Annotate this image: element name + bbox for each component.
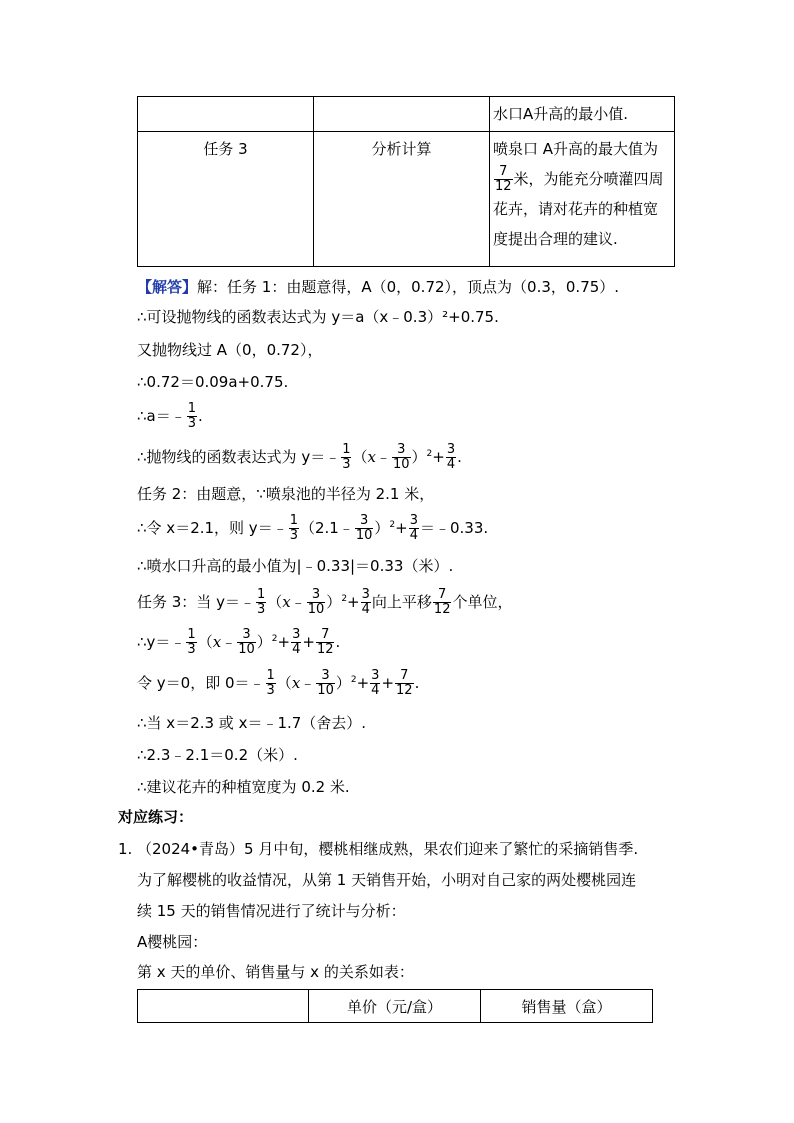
solution-line-14: ∴2.3﹣2.1＝0.2（米）. [137,746,298,764]
question-line-3: 续 15 天的销售情况进行了统计与分析： [137,902,406,920]
solution-line-5: ∴a＝﹣ $\frac{1}{3}$ . [137,401,203,431]
practice-heading: 对应练习： [118,808,194,826]
solution-line-7: 任务 2：由题意，∵喷泉池的半径为 2.1 米， [137,485,435,503]
task-table-cell [314,97,490,132]
solution-line-8: ∴令 x＝2.1，则 y＝﹣ $\frac{1}{3}$ （2.1﹣ $\frac{3}{10}$ ）$^2$+ $\frac{3}{4}$ ＝﹣0.33. [137,513,489,543]
task-table-cell [138,97,314,132]
answer-tag: 【解答】 [137,278,198,296]
sales-table-header-empty [138,990,309,1023]
question-line-2: 为了解樱桃的收益情况，从第 1 天销售开始，小明对自己家的两处樱桃园连 [137,871,637,889]
solution-line-9: ∴喷水口升高的最小值为|﹣0.33|＝0.33（米）. [137,557,454,575]
task3-method: 分析计算 [314,132,490,267]
solution-line-4: ∴0.72＝0.09a+0.75. [137,373,289,391]
solution-line-12: 令 y＝0，即 0＝﹣ $\frac{1}{3}$ （x﹣ $\frac{3}{10}$ ）$^2$+ $\frac{3}{4}$ + $\frac{7}{12}$ . [137,668,420,698]
task2-goal-text: 水口A升高的最小值. [493,105,629,123]
question-line-4: A樱桃园： [137,933,208,951]
solution-line-3: 又抛物线过 A（0，0.72）， [137,341,323,359]
question-line-5: 第 x 天的单价、销售量与 x 的关系如表： [137,963,414,981]
solution-line-13: ∴当 x＝2.3 或 x＝﹣1.7（舍去）. [137,714,367,732]
sales-table-header-price: 单价（元/盒） [309,990,481,1023]
task3-description: 喷泉口 A升高的最大值为 $\frac{7}{12}$ 米，为能充分喷灌四周 花卉，请对花卉的种植宽 度提出合理的建议. [490,132,675,267]
solution-line-6: ∴抛物线的函数表达式为 y＝﹣ $\frac{1}{3}$ （x﹣ $\frac{3}{10}$ ）$^2$+ $\frac{3}{4}$ . [137,442,462,472]
task-table-cell [490,97,675,132]
task-table [137,96,675,267]
question-line-1: （2024•青岛）5 月中旬，樱桃相继成熟，果农们迎来了繁忙的采摘销售季. [137,840,639,858]
sales-table-header-volume: 销售量（盒） [481,990,653,1023]
sales-table [137,989,653,1023]
solution-line-11: ∴y＝﹣ $\frac{1}{3}$ （x﹣ $\frac{3}{10}$ ）$^2$+ $\frac{3}{4}$ + $\frac{7}{12}$ . [137,627,341,657]
fraction: $\frac{7}{12}$ [495,164,512,194]
solution-line-2: ∴可设抛物线的函数表达式为 y＝a（x﹣0.3）²+0.75. [137,308,499,326]
task3-label: 任务 3 [138,132,314,267]
solution-line-1: 【解答】解：任务 1：由题意得，A（0，0.72），顶点为（0.3，0.75）. [137,278,620,296]
solution-line-10: 任务 3：当 y＝﹣ $\frac{1}{3}$ （x﹣ $\frac{3}{10}$ ）$^2$+ $\frac{3}{4}$ 向上平移 $\frac{7}{12}$ 个单位， [137,587,513,617]
question-number: 1. [118,840,133,858]
solution-line-15: ∴建议花卉的种植宽度为 0.2 米. [137,778,350,796]
